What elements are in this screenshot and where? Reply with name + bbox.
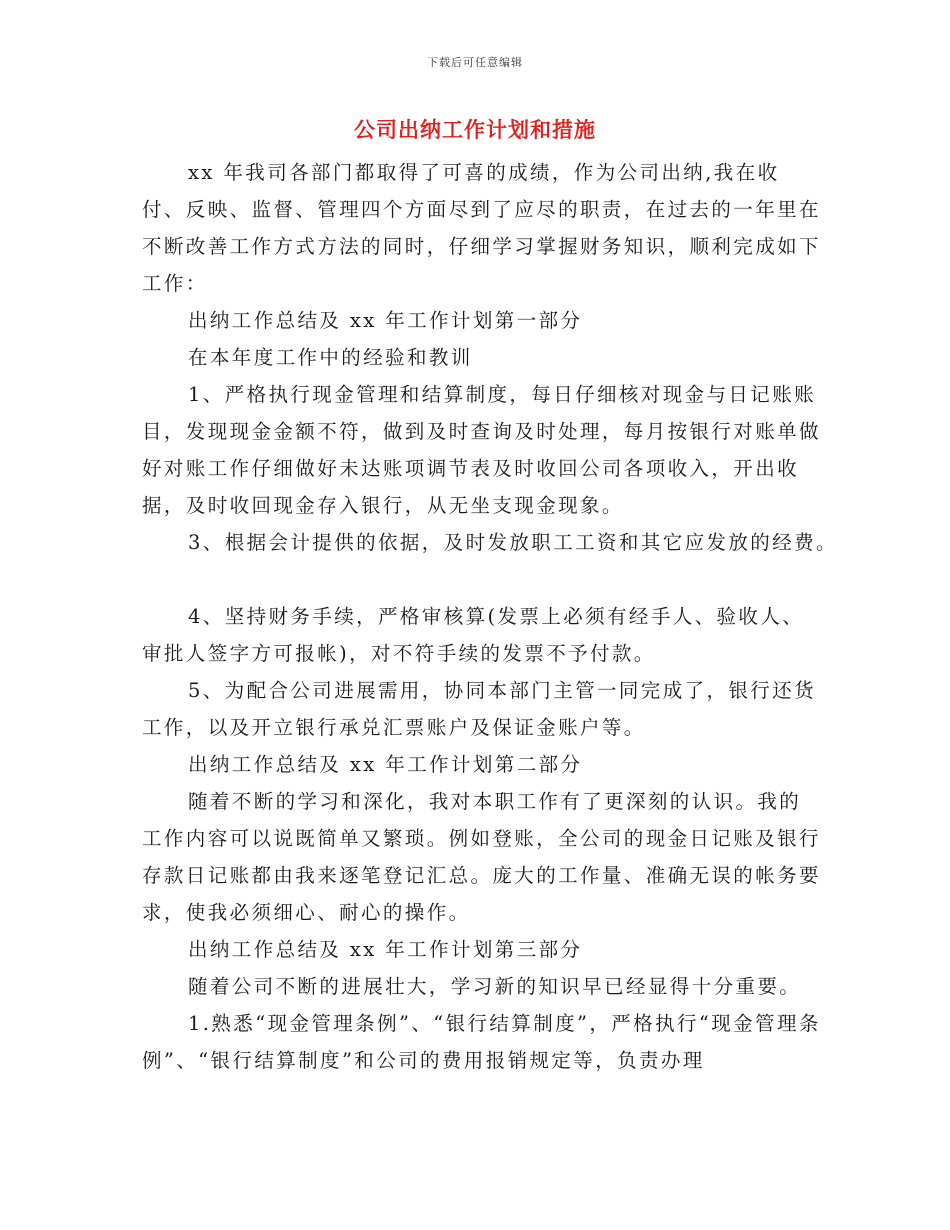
- intro-paragraph: xx 年我司各部门都取得了可喜的成绩，作为公司出纳,我在收付、反映、监督、管理四个方面尽到了应尽的职责，在过去的一年里在不断改善工作方式方法的同时，仔细学习掌握财务知识，顺利完成如下工作：: [142, 161, 821, 295]
- part-three-intro: 随着公司不断的进展壮大，学习新的知识早已经显得十分重要。: [188, 975, 802, 998]
- part-two-paragraph: 随着不断的学习和深化，我对本职工作有了更深刻的认识。我的工作内容可以说既简单又繁琐。例如登账，全公司的现金日记账及银行存款日记账都由我来逐笔登记汇总。庞大的工作量、准确无误的帐务要求，使我必须细心、耐心的操作。: [142, 790, 821, 924]
- section-heading-part-one: 出纳工作总结及 xx 年工作计划第一部分: [188, 309, 583, 332]
- subheading-experience: 在本年度工作中的经验和教训: [188, 346, 473, 369]
- item-paragraph-3: 3、根据会计提供的依据，及时发放职工工资和其它应发放的经费。: [188, 531, 838, 554]
- header-note: 下载后可任意编辑: [427, 56, 523, 69]
- section-heading-part-two: 出纳工作总结及 xx 年工作计划第二部分: [188, 753, 583, 776]
- item-paragraph-5: 5、为配合公司进展需用，协同本部门主管一同完成了，银行还货工作，以及开立银行承兑汇票账户及保证金账户等。: [142, 679, 817, 739]
- item-paragraph-4: 4、坚持财务手续，严格审核算(发票上必须有经手人、验收人、审批人签字方可报帐)，对不符手续的发票不予付款。: [142, 605, 805, 665]
- document-body: [142, 154, 838, 1079]
- part-three-item-1: 1.熟悉“现金管理条例”、“银行结算制度”，严格执行“现金管理条例”、“银行结算制度”和公司的费用报销规定等，负责办理: [142, 1012, 821, 1072]
- item-paragraph-1: 1、严格执行现金管理和结算制度，每日仔细核对现金与日记账账目，发现现金金额不符，做到及时查询及时处理，每月按银行对账单做好对账工作仔细做好未达账项调节表及时收回公司各项收入，开出收据，及时收回现金存入银行，从无坐支现金现象。: [142, 383, 821, 517]
- blank-line: [142, 561, 822, 598]
- section-heading-part-three: 出纳工作总结及 xx 年工作计划第三部分: [188, 938, 583, 961]
- document-title: 公司出纳工作计划和措施: [354, 118, 596, 142]
